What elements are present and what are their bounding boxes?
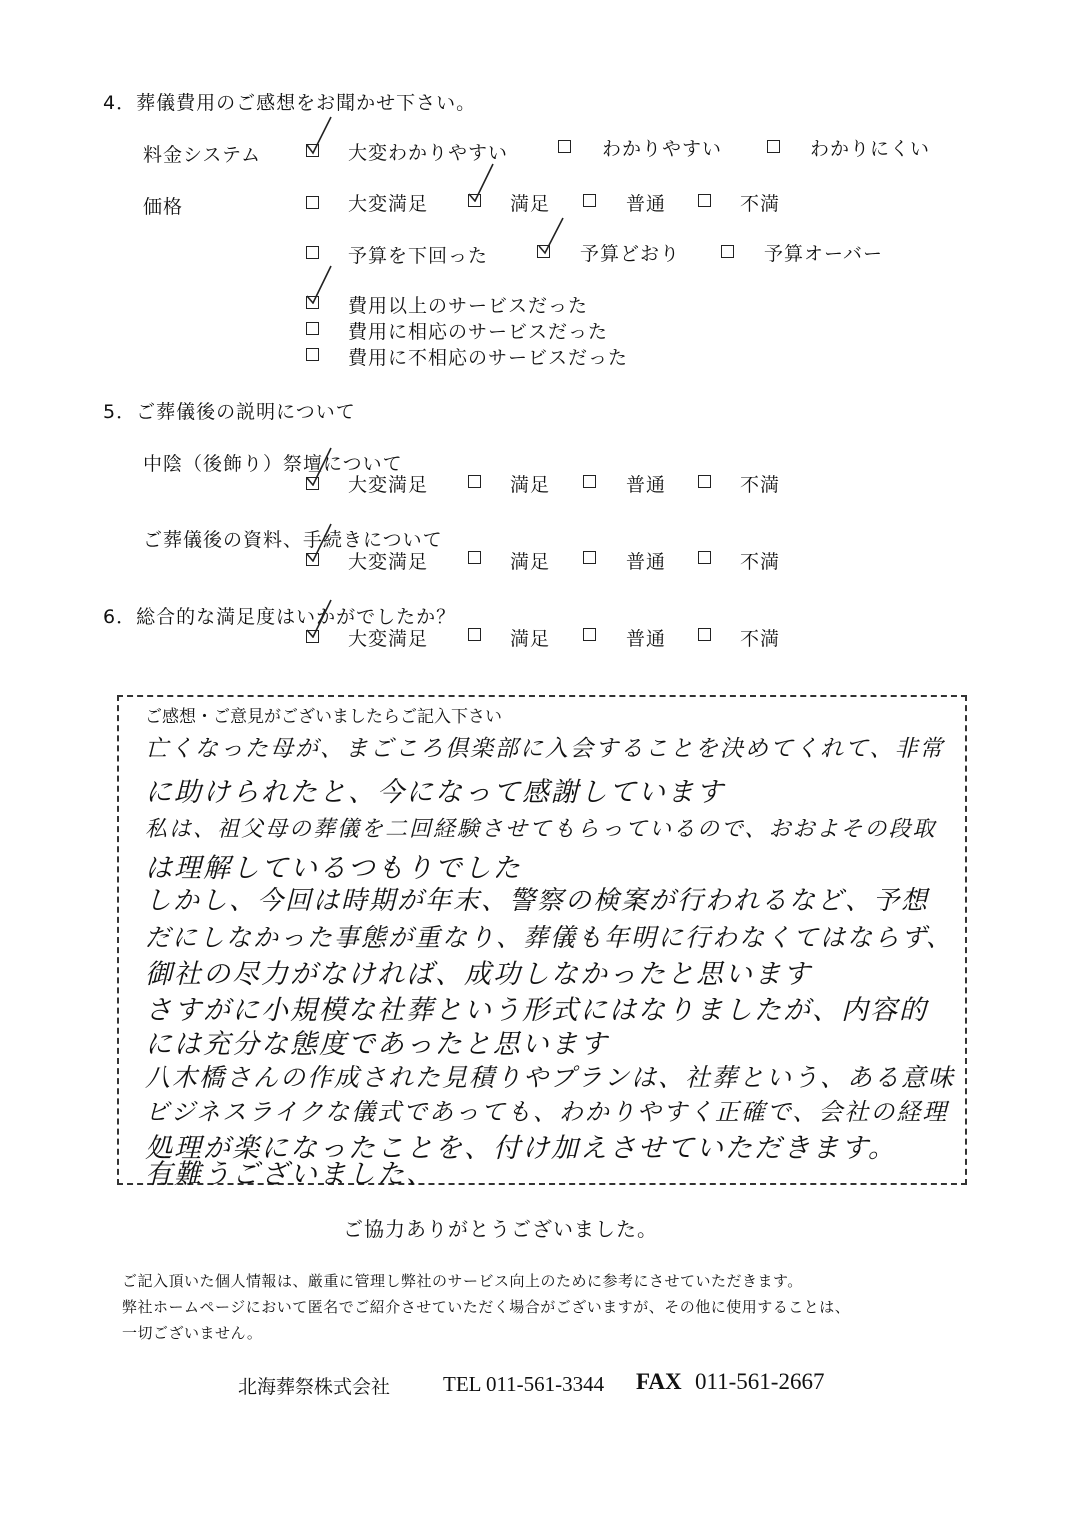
option-very-clear: 大変わかりやすい bbox=[348, 142, 509, 164]
privacy-note-line: ご記入頂いた個人情報は、厳重に管理し弊社のサービス向上のために参考にさせていただきます。 bbox=[122, 1272, 803, 1290]
checkmark-icon bbox=[304, 598, 334, 638]
option-very-satisfied: 大変満足 bbox=[348, 193, 429, 215]
checkmark-icon bbox=[466, 162, 496, 202]
company-name: 北海葬祭株式会社 bbox=[238, 1376, 391, 1398]
option-docs-dissatisfied: 不満 bbox=[740, 551, 781, 573]
option-overall-dissatisfied: 不満 bbox=[740, 628, 781, 650]
fax-label: FAX bbox=[636, 1369, 682, 1394]
handwritten-line: は理解しているつもりでした bbox=[145, 853, 522, 884]
handwritten-line: 私は、祖父母の葬儀を二回経験させてもらっているので、おおよその段取 bbox=[145, 817, 937, 842]
checkbox-fee-unclear[interactable] bbox=[767, 140, 780, 153]
option-overall-very-satisfied: 大変満足 bbox=[348, 628, 429, 650]
handwritten-line: さすがに小規模な社葬という形式にはなりましたが、内容的 bbox=[145, 995, 928, 1026]
checkbox-over-budget[interactable] bbox=[721, 245, 734, 258]
checkbox-overall-normal[interactable] bbox=[583, 628, 596, 641]
q5-title: 5．ご葬儀後の説明について bbox=[103, 401, 356, 423]
checkmark-icon bbox=[304, 115, 334, 155]
comment-heading: ご感想・ご意見がございましたらご記入下さい bbox=[145, 707, 502, 727]
option-clear: わかりやすい bbox=[602, 138, 723, 160]
checkmark-icon bbox=[304, 264, 334, 304]
thanks-message: ご協力ありがとうございました。 bbox=[343, 1217, 658, 1241]
handwritten-line: だにしなかった事態が重なり、葬儀も年明に行わなくてはならず、 bbox=[145, 923, 954, 952]
option-on-budget: 予算どおり bbox=[580, 243, 681, 265]
checkbox-fee-clear[interactable] bbox=[558, 140, 571, 153]
option-service-below-cost: 費用に不相応のサービスだった bbox=[348, 347, 629, 369]
q5-documents-label: ご葬儀後の資料、手続きについて bbox=[143, 529, 443, 551]
checkbox-altar-normal[interactable] bbox=[583, 475, 596, 488]
privacy-note-line: 一切ございません。 bbox=[122, 1324, 263, 1342]
handwritten-line: 有難うございました、 bbox=[145, 1159, 435, 1190]
handwritten-line: 処理が楽になったことを、付け加えさせていただきます。 bbox=[145, 1133, 897, 1164]
checkbox-price-normal[interactable] bbox=[583, 194, 596, 207]
option-unclear: わかりにくい bbox=[810, 138, 931, 160]
option-altar-satisfied: 満足 bbox=[510, 474, 551, 496]
handwritten-line: には充分な態度であったと思います bbox=[145, 1029, 609, 1060]
option-overall-normal: 普通 bbox=[626, 628, 667, 650]
option-under-budget: 予算を下回った bbox=[348, 245, 489, 267]
option-altar-very-satisfied: 大変満足 bbox=[348, 474, 429, 496]
q6-title: 6．総合的な満足度はいかがでしたか？ bbox=[103, 606, 457, 628]
option-over-budget: 予算オーバー bbox=[764, 243, 884, 265]
option-satisfied: 満足 bbox=[510, 193, 551, 215]
option-normal: 普通 bbox=[626, 193, 667, 215]
fax-number: 011-561-2667 bbox=[695, 1369, 825, 1394]
handwritten-line: しかし、今回は時期が年末、警察の検案が行われるなど、予想 bbox=[145, 886, 930, 916]
q4-title: 4．葬儀費用のご感想をお聞かせ下さい。 bbox=[103, 92, 477, 114]
checkbox-docs-satisfied[interactable] bbox=[468, 551, 481, 564]
option-service-matches-cost: 費用に相応のサービスだった bbox=[348, 321, 609, 343]
checkbox-price-dissatisfied[interactable] bbox=[698, 194, 711, 207]
checkbox-service-below-cost[interactable] bbox=[306, 348, 319, 361]
option-overall-satisfied: 満足 bbox=[510, 628, 551, 650]
handwritten-line: ビジネスライクな儀式であっても、わかりやすく正確で、会社の経理 bbox=[145, 1098, 949, 1126]
checkmark-icon bbox=[304, 522, 334, 562]
checkbox-altar-satisfied[interactable] bbox=[468, 475, 481, 488]
checkbox-docs-dissatisfied[interactable] bbox=[698, 551, 711, 564]
option-docs-very-satisfied: 大変満足 bbox=[348, 551, 429, 573]
checkbox-price-very-satisfied[interactable] bbox=[306, 196, 319, 209]
checkmark-icon bbox=[536, 216, 566, 256]
option-docs-normal: 普通 bbox=[626, 551, 667, 573]
handwritten-line: 御社の尽力がなければ、成功しなかったと思います bbox=[145, 959, 812, 990]
option-dissatisfied: 不満 bbox=[740, 193, 781, 215]
checkbox-docs-normal[interactable] bbox=[583, 551, 596, 564]
privacy-note-line: 弊社ホームページにおいて匿名でご紹介させていただく場合がございますが、その他に使用することは、 bbox=[122, 1298, 851, 1316]
phone-number: TEL 011-561-3344 bbox=[443, 1372, 605, 1396]
handwritten-line: 八木橋さんの作成された見積りやプランは、社葬という、ある意味 bbox=[145, 1063, 956, 1092]
checkmark-icon bbox=[304, 446, 334, 486]
checkbox-altar-dissatisfied[interactable] bbox=[698, 475, 711, 488]
q4-fee-system-label: 料金システム bbox=[143, 144, 262, 166]
checkbox-overall-dissatisfied[interactable] bbox=[698, 628, 711, 641]
checkbox-service-matches-cost[interactable] bbox=[306, 322, 319, 335]
option-service-above-cost: 費用以上のサービスだった bbox=[348, 295, 589, 317]
option-altar-dissatisfied: 不満 bbox=[740, 474, 781, 496]
handwritten-line: 亡くなった母が、まごころ倶楽部に入会することを決めてくれて、非常 bbox=[145, 736, 945, 762]
q4-price-label: 価格 bbox=[143, 196, 184, 218]
checkbox-overall-satisfied[interactable] bbox=[468, 628, 481, 641]
option-docs-satisfied: 満足 bbox=[510, 551, 551, 573]
checkbox-under-budget[interactable] bbox=[306, 246, 319, 259]
handwritten-line: に助けられたと、今になって感謝しています bbox=[145, 777, 725, 808]
q5-altar-label: 中陰（後飾り）祭壇について bbox=[143, 453, 403, 475]
option-altar-normal: 普通 bbox=[626, 474, 667, 496]
